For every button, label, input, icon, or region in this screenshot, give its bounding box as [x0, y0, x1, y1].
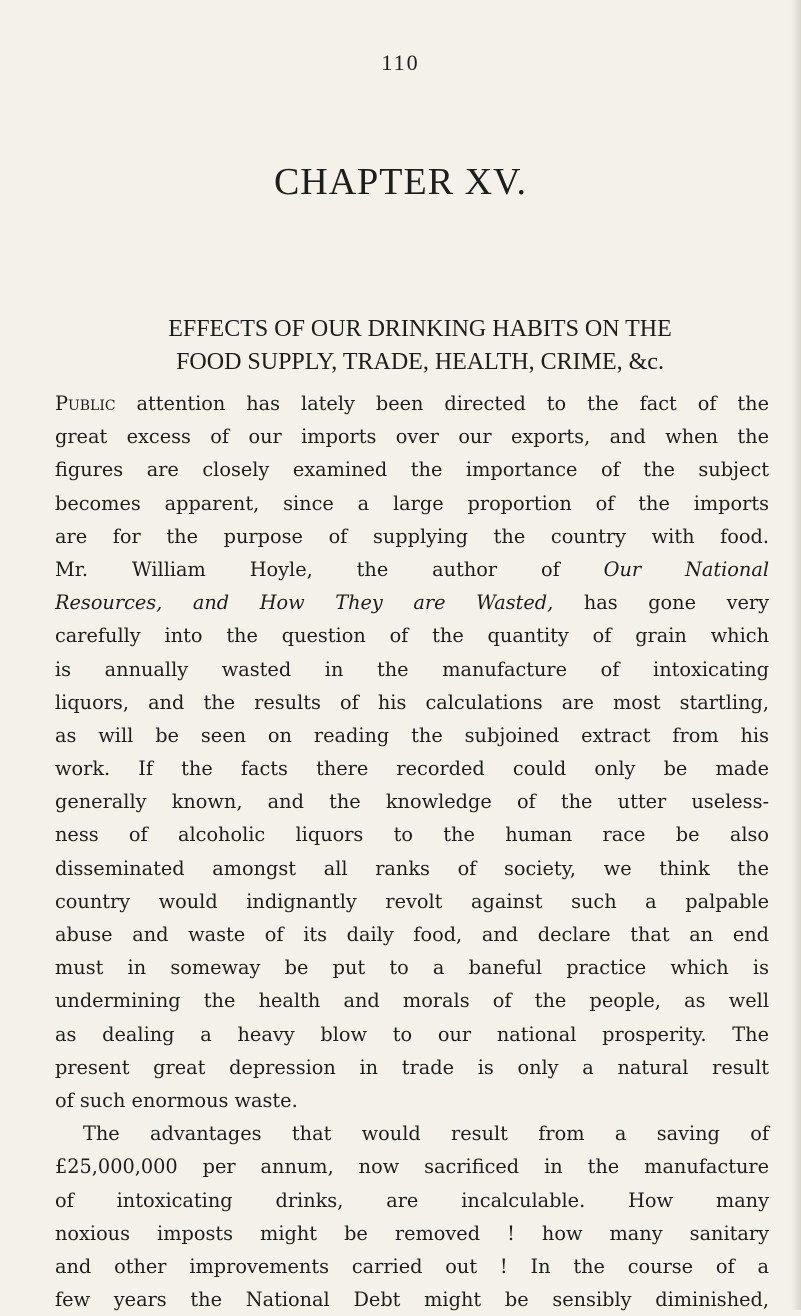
text-line: The advantages that would result from a saving of	[83, 1122, 769, 1146]
text-line: Mr. William Hoyle, the author of Our National	[55, 557, 769, 581]
text-line: abuse and waste of its daily food, and declare that an end	[55, 923, 769, 946]
text-line: of intoxicating drinks, are incalculable. How many	[55, 1188, 769, 1212]
text-line: ness of alcoholic liquors to the human race be also	[55, 823, 769, 847]
chapter-title: CHAPTER XV.	[273, 161, 528, 203]
text-line: present great depression in trade is only a natural result	[55, 1055, 769, 1079]
text-line: carefully into the question of the quantity of grain which	[55, 624, 769, 648]
text-line: of such enormous waste.	[55, 1088, 298, 1112]
text-line: few years the National Debt might be sensibly diminished,	[55, 1288, 769, 1312]
body-text	[55, 387, 769, 1316]
text-line: £25,000,000 per annum, now sacrificed in the manufacture	[55, 1155, 769, 1179]
text-line: great excess of our imports over our exports, and when the	[55, 425, 769, 449]
text-line: disseminated amongst all ranks of society, we think the	[55, 856, 769, 880]
text-line: generally known, and the knowledge of the utter useless-	[55, 790, 769, 814]
subtitle-line-1: EFFECTS OF OUR DRINKING HABITS ON THE	[168, 316, 672, 342]
book-title-italic: Resources, and How They are Wasted,	[55, 591, 554, 615]
text-line: must in someway be put to a baneful practice which is	[55, 956, 769, 980]
book-title-italic: Our National	[603, 557, 769, 581]
text-line: undermining the health and morals of the people, as well	[55, 989, 769, 1013]
text-line: Resources, and How They are Wasted, has gone very	[55, 591, 769, 615]
text-line: Public attention has lately been directed to the fact of the	[55, 392, 769, 415]
opening-word: Public	[55, 392, 116, 415]
text-line: is annually wasted in the manufacture of intoxicating	[55, 657, 769, 681]
text-line: liquors, and the results of his calculations are most startling,	[55, 690, 769, 714]
chapter-subtitle	[80, 313, 760, 379]
text-line: and other improvements carried out ! In the course of a	[55, 1254, 769, 1278]
page-number: 110	[381, 50, 420, 75]
text-line: country would indignantly revolt against such a palpable	[55, 889, 769, 913]
text-line: as will be seen on reading the subjoined extract from his	[55, 723, 769, 747]
subtitle-line-2: FOOD SUPPLY, TRADE, HEALTH, CRIME, &c.	[176, 349, 664, 375]
text-line: as dealing a heavy blow to our national prosperity. The	[55, 1022, 769, 1046]
text-line: work. If the facts there recorded could only be made	[55, 757, 769, 781]
text-line: becomes apparent, since a large proportion of the imports	[55, 491, 769, 515]
text-line: are for the purpose of supplying the country with food.	[55, 524, 769, 548]
text-line: figures are closely examined the importance of the subject	[55, 458, 769, 482]
text-line: noxious imposts might be removed ! how many sanitary	[55, 1221, 769, 1245]
